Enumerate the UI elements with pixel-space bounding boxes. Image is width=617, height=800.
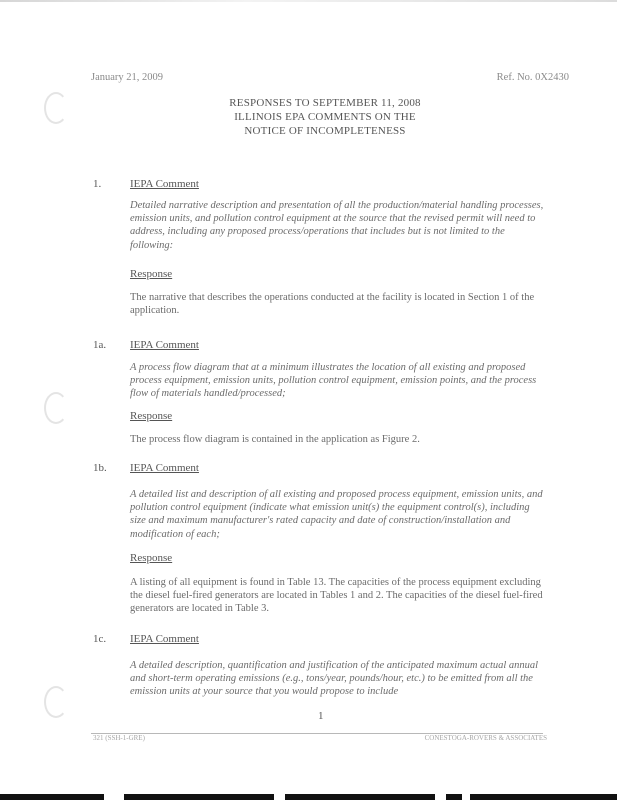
scan-artifact-bar xyxy=(0,794,104,800)
punch-hole-mark xyxy=(44,686,68,718)
response-heading: Response xyxy=(130,268,173,280)
scan-artifact-bar xyxy=(470,794,617,800)
comment-heading: IEPA Comment xyxy=(130,178,199,190)
response-heading: Response xyxy=(130,552,173,564)
page-title xyxy=(140,96,510,138)
title-line: ILLINOIS EPA COMMENTS ON THE xyxy=(234,111,416,123)
scan-artifact-bar xyxy=(124,794,274,800)
section-number: 1. xyxy=(93,178,102,190)
document-date: January 21, 2009 xyxy=(91,72,164,83)
scan-artifact-bar xyxy=(285,794,435,800)
title-line: RESPONSES TO SEPTEMBER 11, 2008 xyxy=(229,97,421,109)
section-number: 1a. xyxy=(93,339,107,351)
response-text: A listing of all equipment is found in Table 13. The capacities of the process equipment excluding the diesel fuel-fired generators are located in Tables 1 and 2. The capacities of the diesel fuel-fired generators are located in Table 3. xyxy=(130,577,543,615)
footer-document-code: 321 (SSH-1-GRE) xyxy=(93,734,145,742)
page-number: 1 xyxy=(318,710,324,722)
scan-edge-top xyxy=(0,0,617,2)
reference-number: Ref. No. 0X2430 xyxy=(496,72,569,83)
response-heading: Response xyxy=(130,410,173,422)
section-number: 1c. xyxy=(93,633,107,645)
comment-heading: IEPA Comment xyxy=(130,339,199,351)
comment-heading: IEPA Comment xyxy=(130,462,199,474)
footer-company-name: CONESTOGA-ROVERS & ASSOCIATES xyxy=(424,734,547,742)
comment-text: A detailed description, quantification and justification of the anticipated maximum actual annual and short-term operating emissions (e.g., tons/year, pounds/hour, etc.) to be emitted from all the emission units at your source that you would propose to include xyxy=(130,660,539,698)
comment-heading: IEPA Comment xyxy=(130,633,199,645)
scan-artifact-bar xyxy=(446,794,462,800)
title-line: NOTICE OF INCOMPLETENESS xyxy=(244,125,406,137)
response-text: The narrative that describes the operations conducted at the facility is located in Section 1 of the application. xyxy=(130,292,535,317)
comment-text: A process flow diagram that at a minimum illustrates the location of all existing and proposed process equipment, emission units, pollution control equipment, emission points, and the process flow of materials handled/processed; xyxy=(130,362,537,400)
comment-text: Detailed narrative description and presentation of all the production/material handling processes, emission units, and pollution control equipment at the source that the revised permit will need to address, including any proposed process/operations that includes but is not limited to the following: xyxy=(130,200,544,251)
comment-text: A detailed list and description of all existing and proposed process equipment, emission units, and pollution control equipment (indicate what emission unit(s) the equipment control(s), including size and maximum manufacturer's rated capacity and date of construction/installation and modification of each; xyxy=(130,489,543,540)
punch-hole-mark xyxy=(44,392,68,424)
punch-hole-mark xyxy=(44,92,68,124)
response-text: The process flow diagram is contained in the application as Figure 2. xyxy=(130,434,420,445)
section-number: 1b. xyxy=(93,462,107,474)
